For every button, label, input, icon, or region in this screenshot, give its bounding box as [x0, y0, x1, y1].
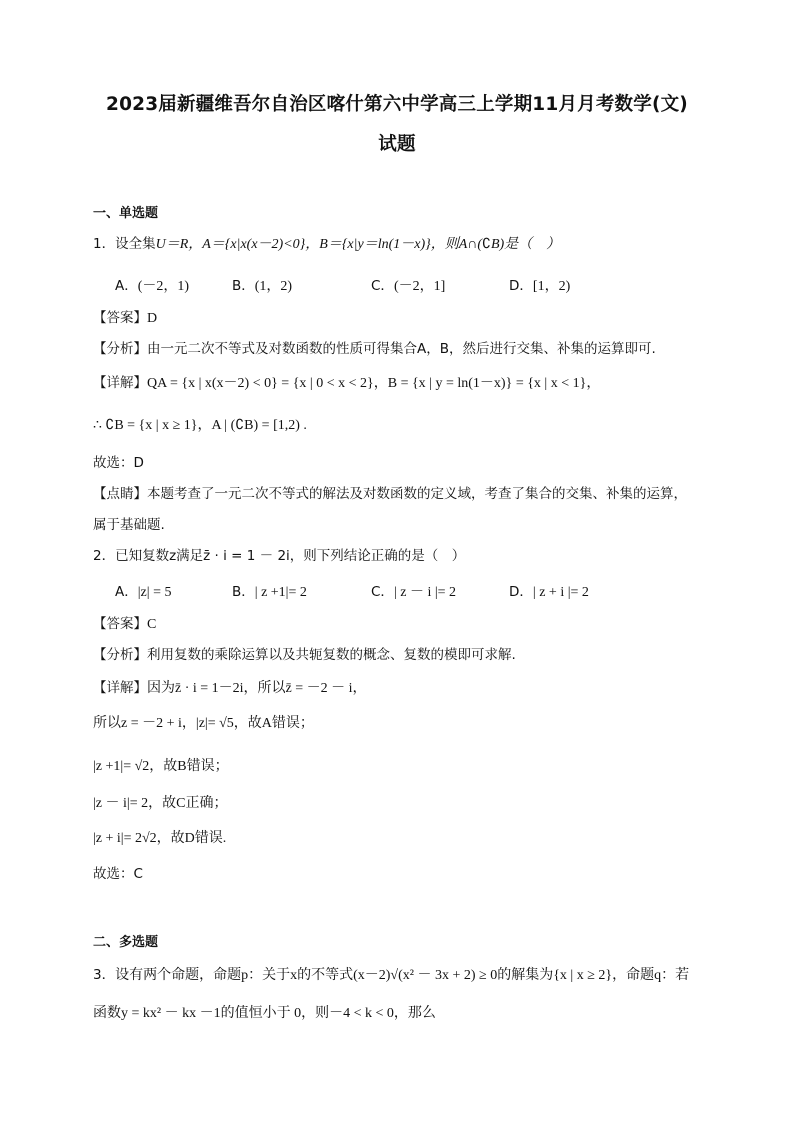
question-3-line-2: 函数y = kx² － kx －1的值恒小于 0，则－4 < k < 0，那么: [93, 1006, 436, 1021]
question-2-detail-line-4: |z － i|= 2，故C正确；: [93, 796, 228, 811]
question-2-detail-line-5: |z + i|= 2√2，故D错误.: [93, 831, 227, 846]
question-2-option-d: D．| z + i |= 2: [509, 584, 589, 600]
question-1-choice: 故选：D: [93, 455, 144, 471]
question-2-answer: 【答案】C: [93, 616, 157, 632]
question-2-detail-line-2: 所以z = －2 + i，|z|= √5，故A错误；: [93, 716, 314, 731]
question-2-option-a: A．|z| = 5: [115, 584, 172, 600]
section-heading-multiple-choice: 二、多选题: [93, 935, 159, 950]
question-2-analysis: 【分析】利用复数的乘除运算以及共轭复数的概念、复数的模即可求解.: [93, 647, 516, 663]
question-1-stem: [93, 235, 560, 254]
question-2-detail-line-1: 【详解】因为z̄ · i = 1－2i，所以z̄ = －2 － i，: [93, 680, 367, 696]
question-1-analysis: 【分析】由一元二次不等式及对数函数的性质可得集合A，B，然后进行交集、补集的运算即可.: [93, 341, 656, 357]
question-1-stem-end: B)是（ ）: [490, 237, 561, 252]
question-1-detail-line-1: 【详解】QA = {x | x(x－2) < 0} = {x | 0 < x < 2}，B = {x | y = ln(1－x)} = {x | x < 1}，: [93, 375, 601, 391]
question-1-number: 1．: [93, 236, 116, 252]
question-1-answer: 【答案】D: [93, 310, 158, 326]
question-1-option-a: A．(－2，1): [115, 278, 190, 294]
section-heading-single-choice: 一、单选题: [93, 206, 159, 221]
question-1-option-b: B．(1，2): [232, 278, 293, 294]
question-2-option-b: B．| z +1|= 2: [232, 584, 307, 600]
question-2-option-c: C．| z － i |= 2: [371, 584, 457, 600]
question-2-detail-line-3: |z +1|= √2，故B错误；: [93, 759, 229, 774]
complement-symbol: ∁: [482, 237, 491, 252]
document-title-line2: 试题: [378, 134, 416, 155]
question-1-comment-line-1: 【点睛】本题考查了一元二次不等式的解法及对数函数的定义域，考查了集合的交集、补集的运算，: [93, 486, 687, 502]
question-1-option-c: C．(－2，1]: [371, 278, 446, 294]
question-1-comment-line-2: 属于基础题.: [93, 517, 165, 533]
question-2-stem: 2．已知复数z满足z̄ · i = 1 － 2i，则下列结论正确的是（ ）: [93, 548, 466, 564]
question-1-detail-line-2: ∴ ∁B = {x | x ≥ 1}，A | (∁B) = [1,2) .: [93, 418, 307, 433]
question-3-line-1: 3．设有两个命题，命题p：关于x的不等式(x－2)√(x² － 3x + 2) ≥ 0的解集为{x | x ≥ 2}，命题q：若: [93, 967, 690, 983]
question-1-stem-text: 设全集: [115, 236, 156, 252]
document-title: 2023届新疆维吾尔自治区喀什第六中学高三上学期11月月考数学(文): [106, 94, 688, 115]
question-1-stem-math: U＝R，A＝{x|x(x－2)<0}，B＝{x|y＝ln(1－x)}，则A∩(: [155, 237, 483, 252]
question-1-option-d: D．[1，2): [509, 278, 571, 294]
question-2-choice: 故选：C: [93, 866, 143, 882]
